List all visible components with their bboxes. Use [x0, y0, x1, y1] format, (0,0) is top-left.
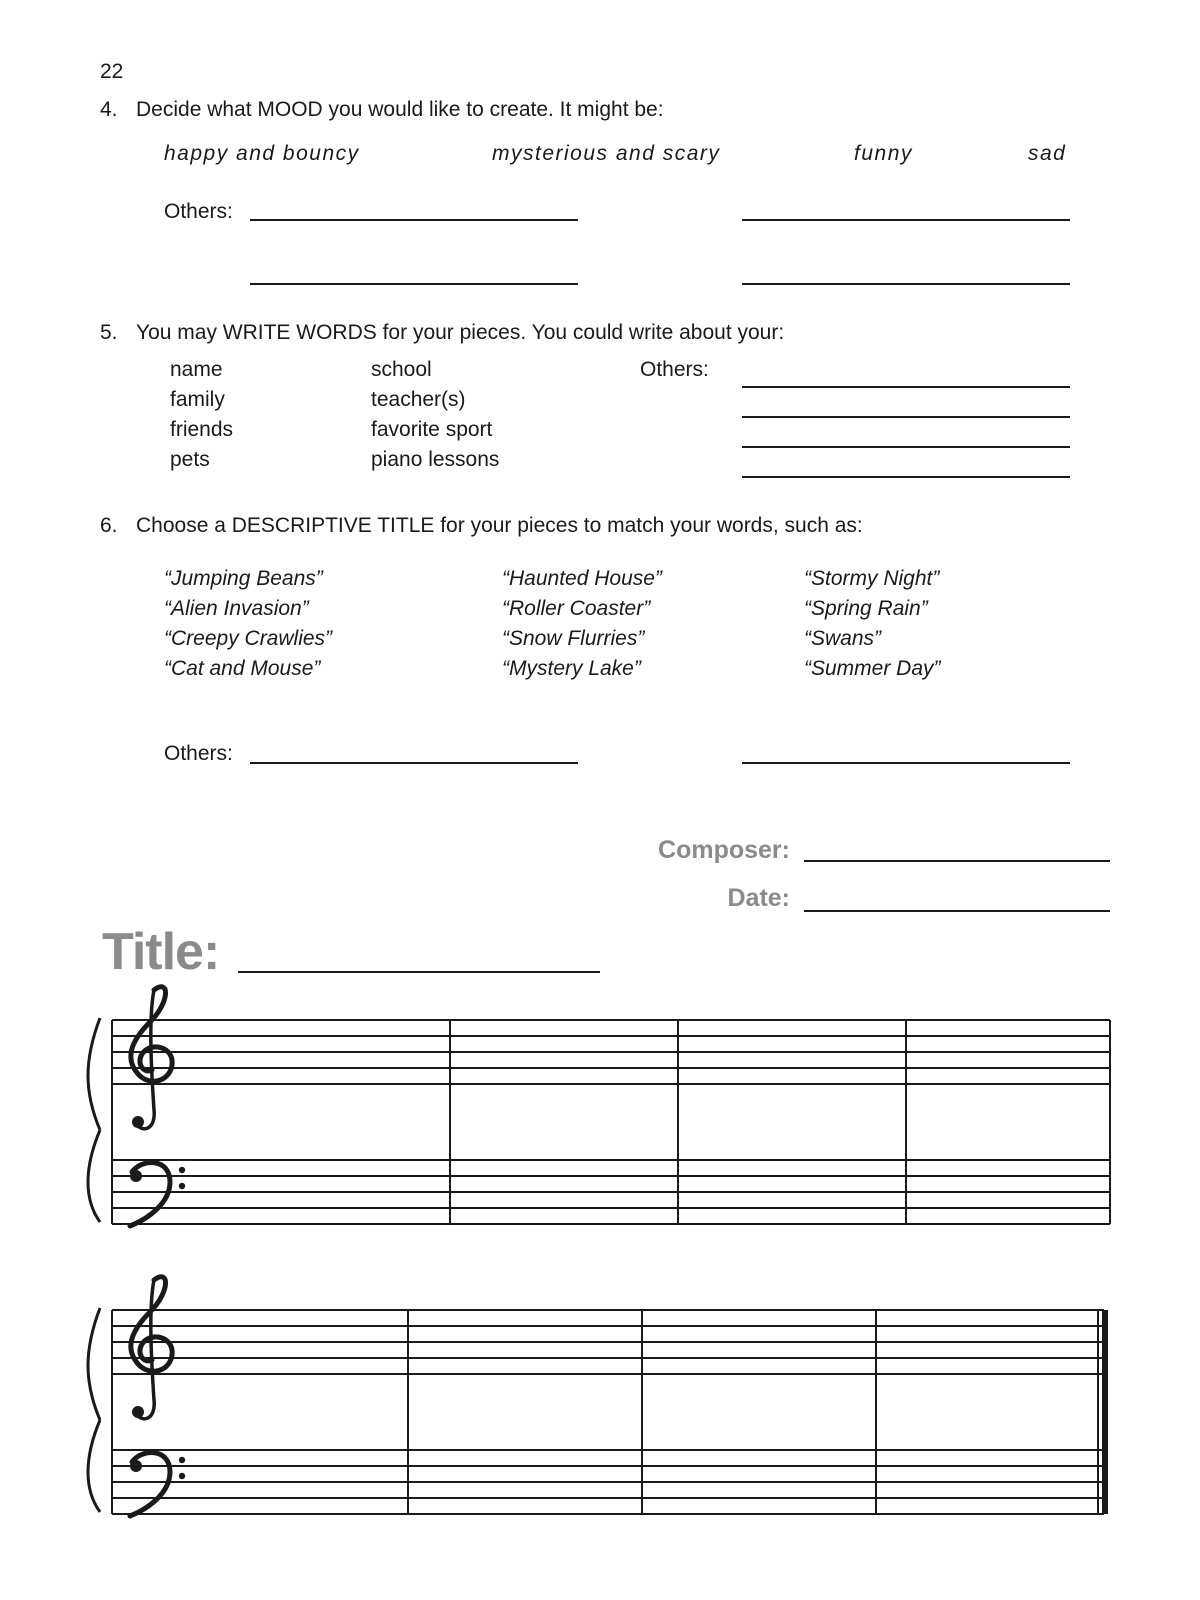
bass-clef-icon	[130, 1453, 185, 1516]
example-title: “Creepy Crawlies”	[164, 627, 333, 650]
example-title: “Mystery Lake”	[502, 657, 641, 680]
example-title: “Roller Coaster”	[502, 597, 651, 620]
example-title: “Cat and Mouse”	[164, 657, 321, 680]
system-1	[88, 987, 1110, 1226]
treble-clef-icon	[131, 1277, 172, 1419]
brace-icon	[88, 1130, 100, 1222]
q5-topic: favorite sport	[371, 418, 493, 441]
brace-icon	[88, 1420, 100, 1512]
q5-topic: pets	[170, 448, 210, 471]
q6-others-label: Others:	[164, 742, 233, 765]
q5-number: 5.	[100, 321, 118, 344]
q5-topic: friends	[170, 418, 234, 441]
example-title: “Snow Flurries”	[502, 627, 645, 650]
example-title: “Spring Rain”	[804, 597, 928, 620]
mood-option: funny	[854, 142, 913, 165]
q4-others-label: Others:	[164, 200, 233, 223]
q4-prompt: Decide what MOOD you would like to create. It might be:	[136, 98, 664, 121]
mood-option: sad	[1028, 142, 1067, 165]
example-title: “Stormy Night”	[804, 567, 940, 590]
mood-option: happy and bouncy	[164, 142, 360, 165]
system-2	[88, 1277, 1108, 1516]
q6-number: 6.	[100, 514, 118, 537]
q6-prompt: Choose a DESCRIPTIVE TITLE for your pieces to match your words, such as:	[136, 514, 863, 537]
brace-icon	[88, 1018, 100, 1130]
q5-prompt: You may WRITE WORDS for your pieces. You could write about your:	[136, 321, 785, 344]
q5-topic: teacher(s)	[371, 388, 466, 411]
example-title: “Swans”	[804, 627, 882, 650]
bass-clef-icon	[130, 1163, 185, 1226]
page-number: 22	[100, 60, 124, 83]
q5-topic: family	[170, 388, 225, 411]
example-title: “Jumping Beans”	[164, 567, 323, 590]
mood-option: mysterious and scary	[492, 142, 721, 165]
q4-number: 4.	[100, 98, 118, 121]
q5-topic: school	[371, 358, 432, 381]
treble-clef-icon	[131, 987, 172, 1129]
q5-topic: piano lessons	[371, 448, 500, 471]
final-barline	[1102, 1310, 1108, 1514]
example-title: “Summer Day”	[804, 657, 941, 680]
q5-topic: name	[170, 358, 223, 381]
q5-others-label: Others:	[640, 358, 709, 381]
example-title: “Alien Invasion”	[164, 597, 309, 620]
brace-icon	[88, 1308, 100, 1420]
example-title: “Haunted House”	[502, 567, 662, 590]
date-label: Date:	[727, 884, 790, 912]
composer-label: Composer:	[658, 836, 790, 864]
title-label: Title:	[102, 923, 220, 981]
